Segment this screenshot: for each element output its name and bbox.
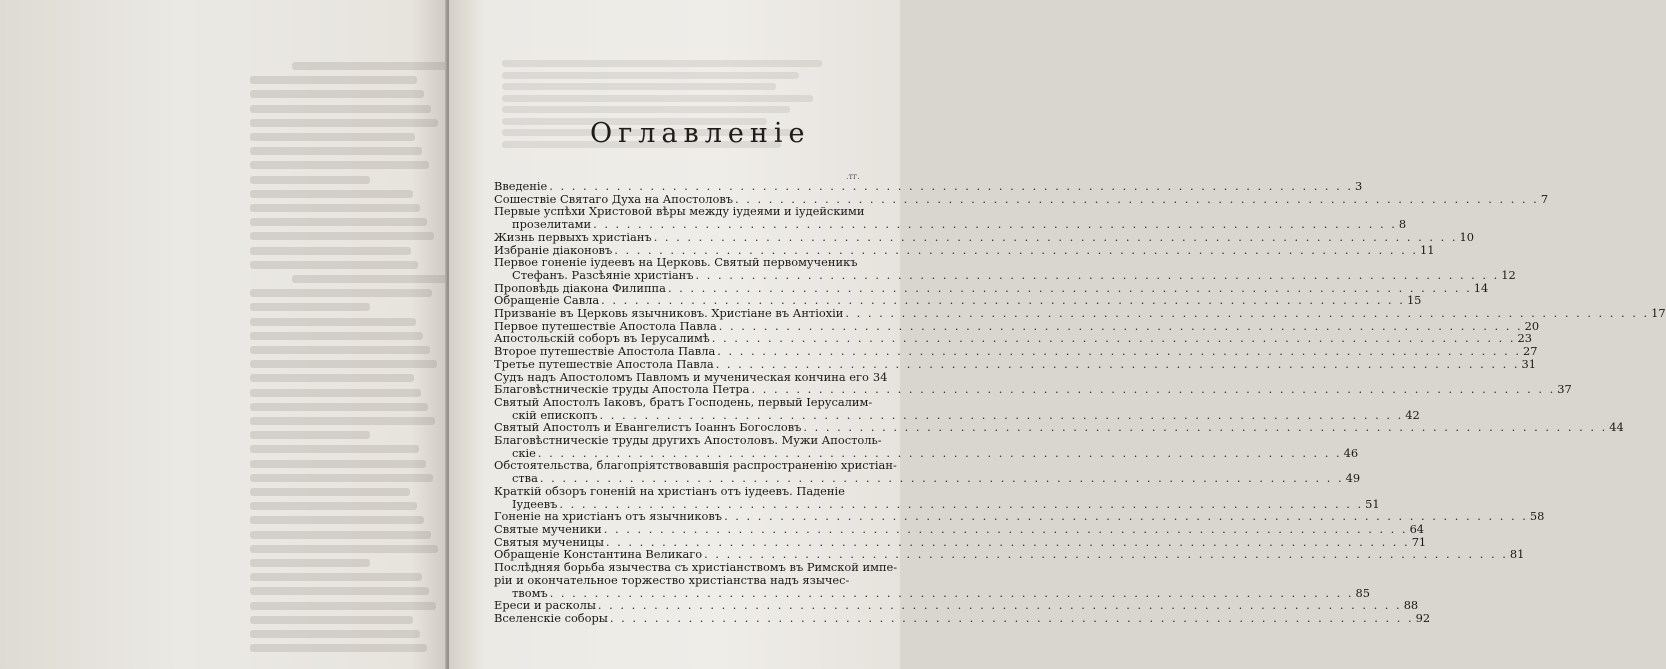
ghost-text-line (250, 204, 420, 212)
toc-entry-title: Сошествіе Святаго Духа на Апостоловъ (494, 191, 734, 206)
toc-page-number: 44 (1609, 420, 1624, 435)
toc-entry (494, 394, 1420, 422)
ghost-text-line (250, 261, 418, 269)
dot-leader: . . . . . . . . . . . . . . . . . . . . . . . . . . . . . . . . . . . . . . . . . . . . . . . . . . . . . . . . . . . . . . . . . . . . . . . . (715, 356, 1520, 371)
toc-page-number: 81 (1509, 547, 1525, 562)
toc-entry-title: ства (512, 471, 538, 486)
dot-leader: . . . . . . . . . . . . . . . . . . . . . . . . . . . . . . . . . . . . . . . . . . . . . . . . . . . . . . . . . . . . . . . . . . . . . . . . (845, 306, 1650, 321)
dot-leader: . . . . . . . . . . . . . . . . . . . . . . . . . . . . . . . . . . . . . . . . . . . . . . . . . . . . . . . . . . . . . . . . . . . . . . . . (704, 547, 1508, 562)
dot-leader: . . . . . . . . . . . . . . . . . . . . . . . . . . . . . . . . . . . . . . . . . . . . . . . . . . . . . . . . . . . . . . . . . . . . . . . . (667, 280, 1472, 295)
dot-leader: . . . . . . . . . . . . . . . . . . . . . . . . . . . . . . . . . . . . . . . . . . . . . . . . . . . . . . . . . . . . . . . . . . . . . . . . (549, 179, 1354, 193)
toc-entry (494, 204, 1407, 232)
toc-entry-title: Первое путешествіе Апостола Павла (494, 318, 717, 333)
toc-entry-title: Святыя мученицы (494, 534, 604, 549)
ghost-text-line (250, 460, 426, 468)
dot-leader: . . . . . . . . . . . . . . . . . . . . . . . . . . . . . . . . . . . . . . . . . . . . . . . . . . . . . . . . . . . . . . . . . . . . . . . . (603, 521, 1408, 536)
ghost-text-line (250, 147, 422, 155)
toc-entry (494, 179, 1363, 193)
toc-page-number: 10 (1459, 229, 1474, 244)
dot-leader: . . . . . . . . . . . . . . . . . . . . . . . . . . . . . . . . . . . . . . . . . . . . . . . . . . . . . . . . . . . . . . . . . . . . . . . . (717, 344, 1522, 359)
ghost-text-line (502, 95, 813, 102)
ghost-text-line (250, 374, 414, 382)
ghost-text-line (250, 488, 410, 496)
dot-leader: . . . . . . . . . . . . . . . . . . . . . . . . . . . . . . . . . . . . . . . . . . . . . . . . . . . . . . . . . . . . . . . . . . . . . . . . (653, 229, 1458, 244)
toc-entry-text-line: Обстоятельства, благопріятствовавшія распространенію христіан- (494, 458, 897, 473)
page-title: Оглавленіе (590, 118, 811, 149)
toc-entry-title: Жизнь первыхъ христіанъ (494, 229, 652, 244)
toc-page-number: 58 (1529, 509, 1545, 524)
ghost-text-line (250, 502, 417, 510)
toc-entry-title: Третье путешествіе Апостола Павла (494, 356, 714, 371)
ghost-text-line (250, 573, 422, 581)
dot-leader: . . . . . . . . . . . . . . . . . . . . . . . . . . . . . . . . . . . . . . . . . . . . . . . . . . . . . . . . . . . . . . . . . . . . . . . . (559, 496, 1364, 511)
dot-leader: . . . . . . . . . . . . . . . . . . . . . . . . . . . . . . . . . . . . . . . . . . . . . . . . . . . . . . . . . . . . . . . . . . . . . . . . (539, 471, 1344, 486)
dot-leader: . . . . . . . . . . . . . . . . . . . . . . . . . . . . . . . . . . . . . . . . . . . . . . . . . . . . . . . . . . . . . . . . . . . . . . . . (537, 445, 1342, 460)
toc-page-number: 37 (1557, 382, 1572, 397)
toc-entry-title: Обращеніе Константина Великаго (494, 547, 703, 562)
ghost-text-line (250, 133, 415, 141)
toc-entry-title: прозелитами (512, 217, 592, 232)
ghost-text-line (250, 346, 430, 354)
toc-page-number: 8 (1398, 217, 1407, 232)
ghost-text-line (250, 176, 370, 184)
ghost-text-line (250, 516, 424, 524)
toc-entry-text-line: ріи и окончательное торжество христіанства надъ язычес- (494, 572, 850, 587)
toc-entry-title: Обращеніе Савла (494, 293, 600, 308)
toc-entry (494, 229, 1474, 244)
ghost-text-line (502, 72, 799, 79)
dot-leader: . . . . . . . . . . . . . . . . . . . . . . . . . . . . . . . . . . . . . . . . . . . . . . . . . . . . . . . . . . . . . . . . . . . . . . . . (803, 420, 1608, 435)
ghost-text-line (250, 531, 431, 539)
dot-leader: . . . . . . . . . . . . . . . . . . . . . . . . . . . . . . . . . . . . . . . . . . . . . . . . . . . . . . . . . . . . . . . . . . . . . . . . (593, 217, 1397, 232)
ghost-text-line (250, 417, 435, 425)
toc-entry (494, 598, 1419, 613)
ghost-text-line (250, 403, 428, 411)
ghost-text-line (250, 587, 429, 595)
toc-entry (494, 356, 1536, 371)
toc-entry-title: Апостольскій соборъ въ Іерусалимѣ (494, 331, 710, 346)
toc-page-number: 46 (1343, 445, 1359, 460)
ghost-text-line (250, 161, 429, 169)
toc-entry-text-line: Краткій обзоръ гоненій на христіанъ отъ іудеевъ. Паденіе (494, 483, 845, 498)
dot-leader: . . . . . . . . . . . . . . . . . . . . . . . . . . . . . . . . . . . . . . . . . . . . . . . . . . . . . . . . . . . . . . . . . . . . . . . . (735, 191, 1539, 206)
toc-page-number: 42 (1405, 407, 1420, 422)
toc-entry (494, 610, 1431, 625)
dot-leader: . . . . . . . . . . . . . . . . . . . . . . . . . . . . . . . . . . . . . . . . . . . . . . . . . . . . . . . . . . . . . . . . . . . . . . . . (549, 585, 1354, 600)
ghost-text-line (250, 332, 423, 340)
ghost-text-line (250, 247, 411, 255)
ghost-text-line (250, 218, 427, 226)
toc-entry-title: Благовѣстническіе труды Апостола Петра (494, 382, 750, 397)
toc-entry-title: Призваніе въ Церковь язычниковъ. Христіане въ Антіохіи (494, 306, 844, 321)
toc-page-number: 49 (1345, 471, 1361, 486)
ghost-text-line (250, 105, 431, 113)
dot-leader: . . . . . . . . . . . . . . . . . . . . . . . . . . . . . . . . . . . . . . . . . . . . . . . . . . . . . . . . . . . . . . . . . . . . . . . . (751, 382, 1556, 397)
toc-entry-title: Второе путешествіе Апостола Павла (494, 344, 716, 359)
left-page (0, 0, 447, 669)
ghost-text-line (250, 545, 438, 553)
dot-leader: . . . . . . . . . . . . . . . . . . . . . . . . . . . . . . . . . . . . . . . . . . . . . . . . . . . . . . . . . . . . . . . . . . . . . . . . (711, 331, 1516, 346)
toc-entry-text-line: Святый Апостолъ Іаковъ, братъ Господень, первый Іерусалим- (494, 394, 873, 409)
ghost-text-line (250, 431, 370, 439)
toc-page-number: 34 (872, 369, 888, 384)
toc-page-number: 31 (1521, 356, 1536, 371)
toc-page-number: 85 (1355, 585, 1370, 600)
toc-entry-text-line: Первое гоненіе іудеевъ на Церковь. Святый первомученикъ (494, 255, 858, 270)
toc-page-number: 11 (1420, 242, 1435, 257)
toc-entry-text-line: Послѣдняя борьба язычества съ христіанствомъ въ Римской импе- (494, 560, 898, 575)
toc-entry-title: скій епископъ (512, 407, 598, 422)
toc-entry (494, 560, 1370, 600)
ghost-text-line (250, 559, 370, 567)
ghost-text-line (250, 76, 417, 84)
ghost-text-line (250, 119, 438, 127)
table-of-contents (494, 179, 1666, 625)
toc-entry-title: Іудеевъ (512, 496, 558, 511)
dot-leader: . . . . . . . . . . . . . . . . . . . . . . . . . . . . . . . . . . . . . . . . . . . . . . . . . . . . . . . . . . . . . . . . . . . . . . . . (724, 509, 1528, 524)
ghost-text-line (250, 303, 370, 311)
toc-entry (494, 483, 1380, 511)
toc-entry (494, 344, 1538, 359)
toc-entry-title: твомъ (512, 585, 548, 600)
dot-leader: . . . . . . . . . . . . . . . . . . . . . . . . . . . . . . . . . . . . . . . . . . . . . . . . . . . . . . . . . . . . . . . . . . . . . . . . (605, 534, 1410, 549)
toc-entry (494, 306, 1666, 321)
toc-entry-title: Гоненіе на христіанъ отъ язычниковъ (494, 509, 723, 524)
toc-entry-title: Судъ надъ Апостоломъ Павломъ и мученическая кончина его (494, 369, 869, 384)
toc-entry-title: Святые мученики (494, 521, 602, 536)
toc-entry (494, 521, 1425, 536)
ghost-text-line (250, 602, 436, 610)
ghost-text-line (250, 445, 419, 453)
toc-entry (494, 458, 1361, 486)
ghost-text-line (502, 60, 822, 67)
toc-page-number: 27 (1523, 344, 1538, 359)
toc-page-number: 12 (1501, 267, 1516, 282)
dot-leader: . . . . . . . . . . . . . . . . . . . . . . . . . . . . . . . . . . . . . . . . . . . . . . . . . . . . . . . . . . . . . . . . . . . . . . . . (609, 610, 1414, 625)
toc-page-number: 92 (1415, 610, 1431, 625)
toc-page-number: 64 (1409, 521, 1425, 536)
toc-page-number: 71 (1411, 534, 1427, 549)
toc-page-number: 88 (1403, 598, 1419, 613)
toc-entry-title: Ереси и расколы (494, 598, 596, 613)
ghost-text-line (250, 474, 433, 482)
toc-entry (494, 433, 1359, 460)
ghost-text-line (250, 289, 432, 297)
toc-page-number: 7 (1540, 191, 1549, 206)
dot-leader: . . . . . . . . . . . . . . . . . . . . . . . . . . . . . . . . . . . . . . . . . . . . . . . . . . . . . . . . . . . . . . . . . . . . . . . . (597, 598, 1402, 613)
toc-entry-title: скіе (512, 445, 536, 460)
ghost-text-line (502, 83, 776, 90)
ghost-text-line (502, 106, 790, 113)
toc-page-number: 17 (1651, 306, 1666, 321)
toc-page-number: 51 (1365, 496, 1380, 511)
ghost-text-line (292, 275, 467, 283)
dot-leader: . . . . . . . . . . . . . . . . . . . . . . . . . . . . . . . . . . . . . . . . . . . . . . . . . . . . . . . . . . . . . . . . . . . . . . . . (718, 318, 1523, 333)
ghost-text-line (250, 190, 413, 198)
dot-leader: . . . . . . . . . . . . . . . . . . . . . . . . . . . . . . . . . . . . . . . . . . . . . . . . . . . . . . . . . . . . . . . . . . . . . . . . (695, 267, 1500, 282)
ghost-text-line (292, 62, 452, 70)
ghost-text-line (250, 318, 416, 326)
toc-entry-title: Избраніе діаконовъ (494, 242, 613, 257)
dot-leader: . . . . . . . . . . . . . . . . . . . . . . . . . . . . . . . . . . . . . . . . . . . . . . . . . . . . . . . . . . . . . . . . . . . . . . . . (599, 407, 1404, 422)
ghost-text-line (250, 360, 437, 368)
dot-leader: . . . . . . . . . . . . . . . . . . . . . . . . . . . . . . . . . . . . . . . . . . . . . . . . . . . . . . . . . . . . . . . . . . . . . . . . (614, 242, 1418, 257)
stray-mark: .тг. (846, 172, 860, 181)
toc-entry-title: Введеніе (494, 179, 548, 193)
ghost-text-line (250, 644, 427, 652)
toc-entry-title: Проповѣдь діакона Филиппа (494, 280, 666, 295)
toc-entry-text-line: Первые успѣхи Христовой вѣры между іудеями и іудейскими (494, 204, 865, 219)
ghost-text-line (250, 232, 434, 240)
toc-entry-title: Вселенскіе соборы (494, 610, 608, 625)
toc-page-number: 14 (1473, 280, 1489, 295)
dot-leader: . . . . . . . . . . . . . . . . . . . . . . . . . . . . . . . . . . . . . . . . . . . . . . . . . . . . . . . . . . . . . . . . . . . . . . . . (601, 293, 1405, 308)
toc-entry (494, 255, 1516, 282)
toc-page-number: 23 (1517, 331, 1533, 346)
toc-page-number: 20 (1524, 318, 1540, 333)
ghost-text-line (250, 90, 424, 98)
ghost-text-line (250, 389, 421, 397)
toc-entry-text-line: Благовѣстническіе труды другихъ Апостоловъ. Мужи Апостоль- (494, 433, 882, 448)
toc-page-number: 15 (1406, 293, 1422, 308)
toc-entry-title: Стефанъ. Разсѣяніе христіанъ (512, 267, 694, 282)
ghost-text-line (250, 630, 420, 638)
toc-entry-title: Святый Апостолъ и Евангелистъ Іоаннъ Богословъ (494, 420, 802, 435)
ghost-text-line (250, 616, 413, 624)
toc-page-number: 3 (1355, 179, 1363, 193)
